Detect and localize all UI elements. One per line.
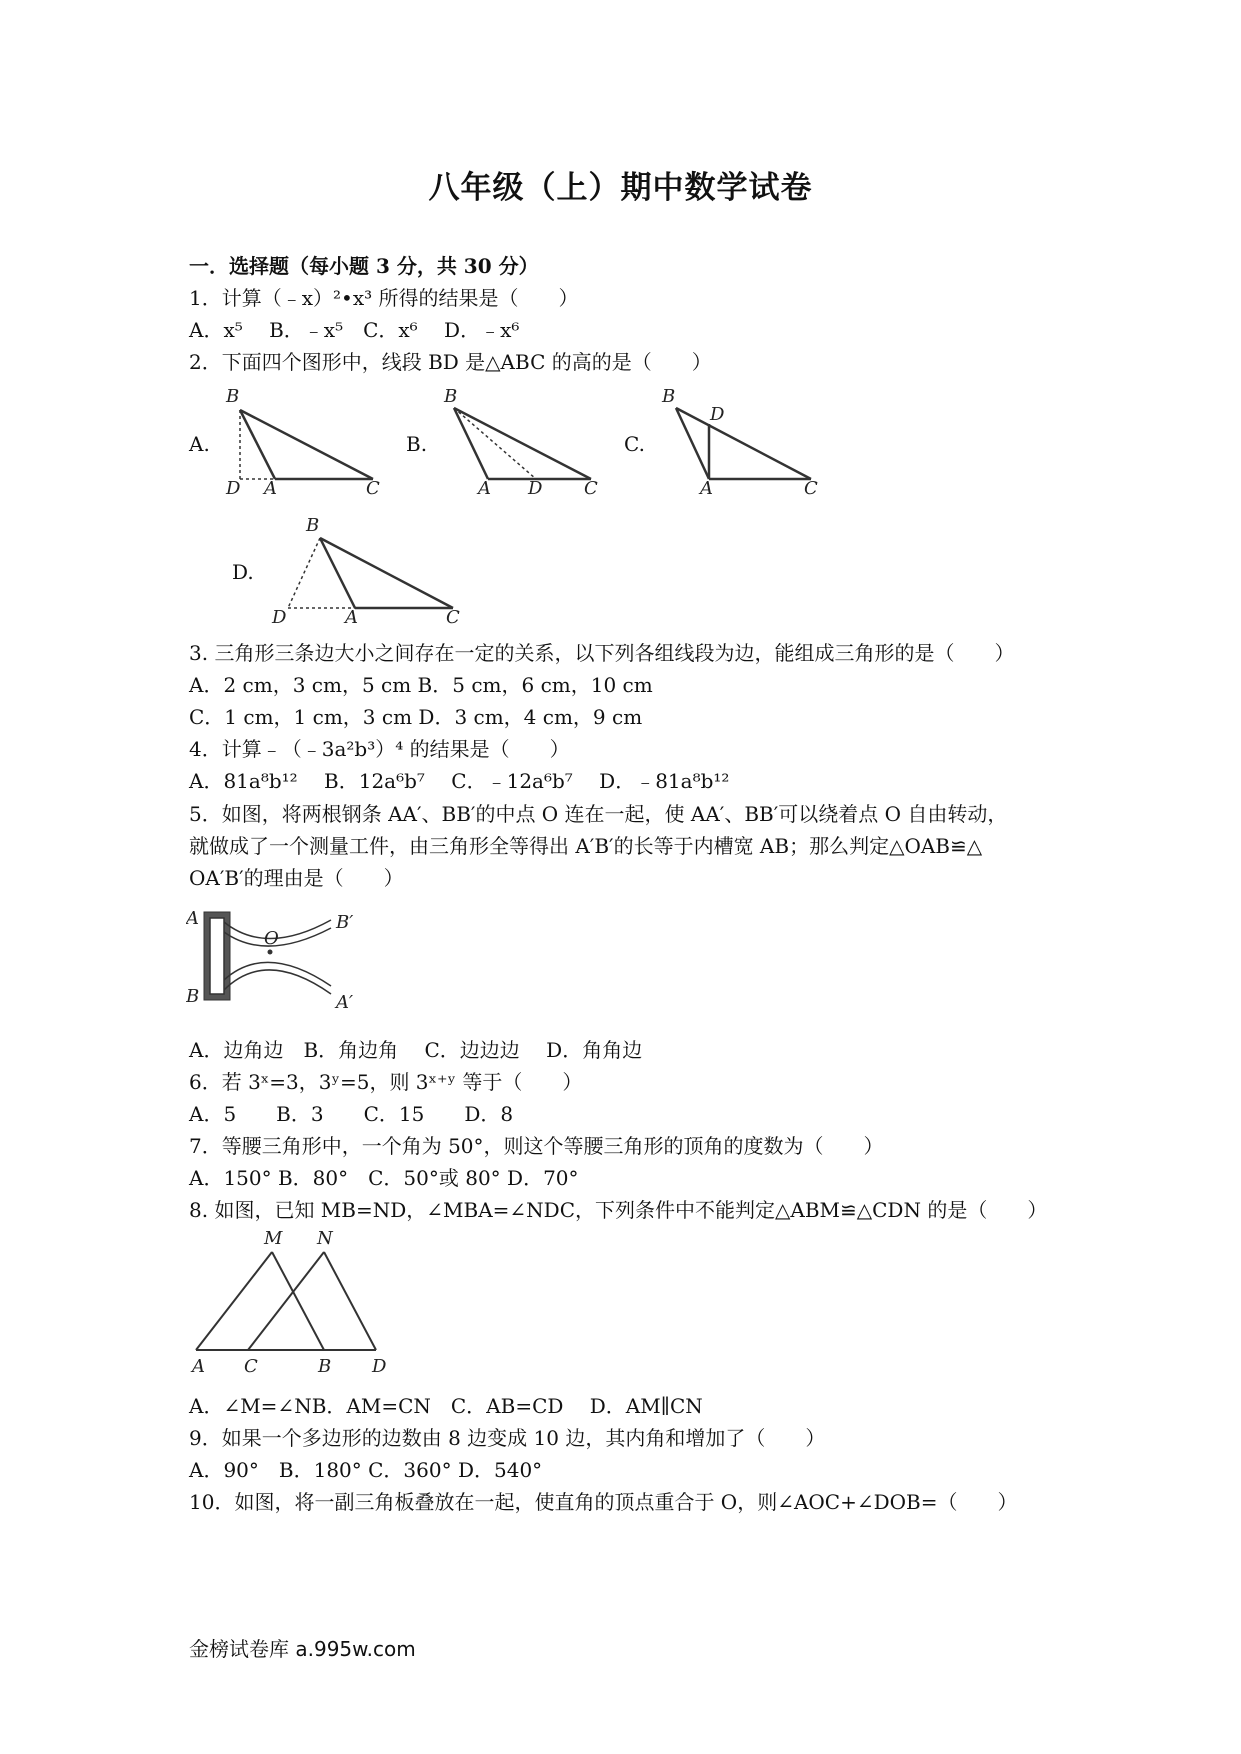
q8-options: A．∠M=∠NB．AM=CN C．AB=CD D．AM∥CN (189, 1394, 703, 1418)
q5-point-b: B (186, 986, 200, 1007)
q2d-point-a: A (345, 607, 358, 628)
q2-figure-d (268, 515, 468, 630)
q2-figure-a (218, 386, 388, 496)
q7-stem: 7．等腰三角形中，一个角为 50°，则这个等腰三角形的顶角的度数为（ ） (189, 1134, 884, 1158)
q2b-point-d: D (528, 478, 543, 496)
q5-point-a: A (186, 908, 199, 929)
q5-line-2: 就做成了一个测量工件，由三角形全等得出 A′B′的长等于内槽宽 AB；那么判定△OAB≌△ (189, 834, 983, 858)
q1-stem: 1．计算（﹣x）²•x³ 所得的结果是（ ） (189, 286, 579, 310)
q6-stem: 6．若 3ˣ=3，3ʸ=5，则 3ˣ⁺ʸ 等于（ ） (189, 1070, 583, 1094)
q2-figure-b (436, 386, 606, 496)
q2c-point-b: B (662, 386, 676, 407)
q8-stem: 8. 如图，已知 MB=ND，∠MBA=∠NDC，下列条件中不能判定△ABM≌△CDN 的是（ ） (189, 1198, 1048, 1222)
q8-point-n: N (317, 1228, 333, 1249)
q2-label-a: A. (189, 432, 210, 456)
q2-label-d: D. (232, 560, 254, 584)
q8-point-b: B (318, 1356, 332, 1377)
q2c-point-c: C (804, 478, 818, 496)
q5-figure (186, 906, 376, 1011)
page-title: 八年级（上）期中数学试卷 (428, 170, 813, 206)
q2c-point-a: A (700, 478, 713, 496)
q8-point-m: M (264, 1228, 283, 1249)
q2-figure-c (654, 386, 824, 496)
q5-options: A．边角边 B．角边角 C．边边边 D．角角边 (189, 1038, 643, 1062)
q3-options-2: C．1 cm，1 cm，3 cm D．3 cm，4 cm，9 cm (189, 705, 643, 729)
q2b-point-a: A (478, 478, 491, 496)
q2-stem: 2．下面四个图形中，线段 BD 是△ABC 的高的是（ ） (189, 350, 712, 374)
q2d-point-c: C (446, 607, 460, 628)
q8-point-a: A (192, 1356, 205, 1377)
q2c-point-d: D (710, 404, 725, 425)
q2-label-b: B. (406, 432, 428, 456)
q2-label-c: C. (624, 432, 645, 456)
q4-stem: 4．计算﹣（﹣3a²b³）⁴ 的结果是（ ） (189, 737, 570, 761)
q2d-point-b: B (306, 515, 320, 536)
q2b-point-c: C (584, 478, 598, 496)
q7-options: A．150° B．80° C．50°或 80° D．70° (189, 1166, 579, 1190)
q6-options: A．5 B．3 C．15 D．8 (189, 1102, 514, 1126)
q2d-point-d: D (272, 607, 287, 628)
q9-stem: 9．如果一个多边形的边数由 8 边变成 10 边，其内角和增加了（ ） (189, 1426, 826, 1450)
section-heading: 一．选择题（每小题 3 分，共 30 分） (189, 254, 539, 278)
q2b-point-b: B (444, 386, 458, 407)
q5-line-1: 5．如图，将两根钢条 AA′、BB′的中点 O 连在一起，使 AA′、BB′可以绕着点 O 自由转动， (189, 802, 1008, 826)
q5-point-bprime: B′ (336, 912, 354, 933)
q2a-point-b: B (226, 386, 240, 407)
q2a-point-d: D (226, 478, 241, 496)
q5-line-3: OA′B′的理由是（ ） (189, 866, 404, 890)
q2a-point-a: A (264, 478, 277, 496)
q8-figure (186, 1228, 396, 1378)
q1-options: A．x⁵ B．﹣x⁵ C．x⁶ D．﹣x⁶ (189, 318, 520, 342)
q5-point-aprime: A′ (336, 992, 354, 1011)
q3-options-1: A．2 cm，3 cm，5 cm B．5 cm，6 cm，10 cm (189, 673, 653, 697)
q2a-point-c: C (366, 478, 380, 496)
q10-stem: 10．如图，将一副三角板叠放在一起，使直角的顶点重合于 O，则∠AOC+∠DOB=（ ） (189, 1490, 1018, 1514)
footer-source: 金榜试卷库 a.995w.com (189, 1637, 416, 1661)
q9-options: A．90° B．180° C．360° D．540° (189, 1458, 543, 1482)
q8-point-d: D (372, 1356, 387, 1377)
q8-point-c: C (244, 1356, 258, 1377)
q5-point-o: O (264, 928, 279, 949)
q4-options: A．81a⁸b¹² B．12a⁶b⁷ C．﹣12a⁶b⁷ D．﹣81a⁸b¹² (189, 769, 730, 793)
q3-stem: 3. 三角形三条边大小之间存在一定的关系，以下列各组线段为边，能组成三角形的是（ ） (189, 641, 1015, 665)
